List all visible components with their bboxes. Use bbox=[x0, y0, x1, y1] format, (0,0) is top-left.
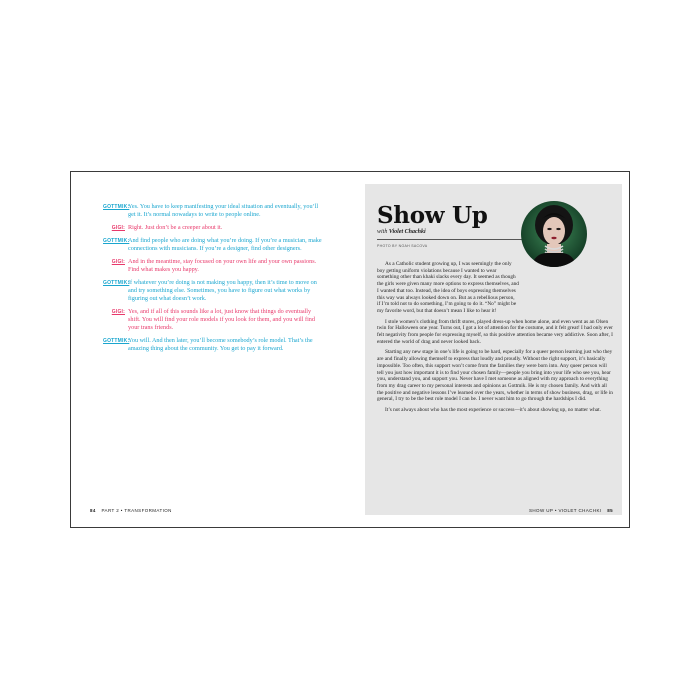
dialogue-line bbox=[103, 279, 323, 303]
left-running-head: PART 2 • TRANSFORMATION bbox=[101, 508, 172, 513]
portrait-photo bbox=[521, 201, 587, 267]
dialogue-line bbox=[103, 308, 323, 332]
article-paragraph: Starting any new stage in one’s life is going to be hard, especially for a queer person learning just who they are and finally allowing themself to express that loudly and proudly. Without the right support, it’s basically impossible. Too often, this support won’t come from the families they were born into. Any queer person will tell you just how important it is to find your chosen family—people you bring into your life who see you, hear you, understand you, and support you. Never have I met someone as aligned with my approach to everything from my drag career to my personal interests and opinions as Gottmik. He is my chosen family. And with all the positive and negative lessons I’ve learned over the years, whether in terms of show business, drag, or life in general, I try to be the best role model I can be. I never want him to go through the hardships I did. bbox=[377, 349, 613, 403]
right-page-number: 85 bbox=[607, 508, 613, 513]
dialogue-text: Right. Just don’t be a creeper about it. bbox=[128, 224, 223, 231]
byline-with: with bbox=[377, 229, 388, 235]
dialogue-text: You will. And then later, you’ll become somebody’s role model. That’s the amazing thing about the community. You get to pay it forward. bbox=[128, 337, 313, 352]
byline bbox=[377, 229, 426, 235]
article-body bbox=[377, 261, 613, 418]
right-folio bbox=[529, 508, 617, 513]
article-title: Show Up bbox=[377, 202, 488, 229]
article-panel bbox=[365, 184, 622, 515]
dialogue-text: If whatever you’re doing is not making you happy, then it’s time to move on and try something else. Sometimes, you have to figure out what works by figuring out what doesn’t work. bbox=[128, 279, 317, 302]
left-page-number: 84 bbox=[90, 508, 96, 513]
speaker-label: GIGI: bbox=[111, 225, 125, 231]
dialogue-line bbox=[103, 237, 323, 253]
speaker-label: GOTTMIK: bbox=[103, 280, 130, 286]
speaker-label: GOTTMIK: bbox=[103, 338, 130, 344]
title-rule bbox=[377, 239, 522, 240]
dialogue-text: And find people who are doing what you’re doing. If you’re a musician, make connections with musicians. If you’re a designer, find other designers. bbox=[128, 237, 322, 252]
right-running-head: SHOW UP • VIOLET CHACHKI bbox=[529, 508, 602, 513]
dialogue-text: And in the meantime, stay focused on your own life and your own passions. Find what makes you happy. bbox=[128, 258, 317, 273]
dialogue-line bbox=[103, 224, 323, 232]
dialogue-line bbox=[103, 337, 323, 353]
dialogue-text: Yes, and if all of this sounds like a lot, just know that things do eventually shift. You will find your role models if you look for them, and you will find your trans friends. bbox=[128, 308, 315, 331]
speaker-label: GIGI: bbox=[111, 259, 125, 265]
dialogue-line bbox=[103, 203, 323, 219]
speaker-label: GIGI: bbox=[111, 309, 125, 315]
dialogue-text: Yes. You have to keep manifesting your ideal situation and eventually, you’ll get it. It’s normal nowadays to write to people online. bbox=[128, 203, 319, 218]
speaker-label: GOTTMIK: bbox=[103, 204, 130, 210]
article-paragraph: As a Catholic student growing up, I was seemingly the only boy getting uniform violations because I wanted to wear something other than khaki slacks every day. It seemed as though the girls were given many more options to express themselves, and I wanted that too. Instead, the idea of boys expressing themselves this way was always looked down on. But as a rebellious person, if I’m told not to do something, I’m going to do it. “No” might be my favorite word, but that doesn’t mean I like to hear it! bbox=[377, 261, 519, 314]
book-spread bbox=[70, 171, 630, 528]
left-folio bbox=[86, 508, 172, 513]
byline-name: Violet Chachki bbox=[388, 229, 426, 235]
dialogue bbox=[103, 203, 323, 358]
speaker-label: GOTTMIK: bbox=[103, 238, 130, 244]
article-paragraph: I stole women’s clothing from thrift stores, played dress-up when home alone, and even went as an Olsen twin for Halloween one year. Turns out, I got a lot of attention for the costume, and it felt great! I had only ever felt negativity from people for expressing myself, so this positive attention became very addictive. Soon after, I entered the world of drag and never looked back. bbox=[377, 318, 613, 345]
dialogue-line bbox=[103, 258, 323, 274]
left-page bbox=[71, 172, 351, 527]
photo-credit: PHOTO BY NOAH SACOVA bbox=[377, 244, 428, 248]
portrait-illustration bbox=[521, 201, 587, 267]
article-paragraph: It’s not always about who has the most experience or success—it’s about showing up, no matter what. bbox=[385, 407, 601, 414]
